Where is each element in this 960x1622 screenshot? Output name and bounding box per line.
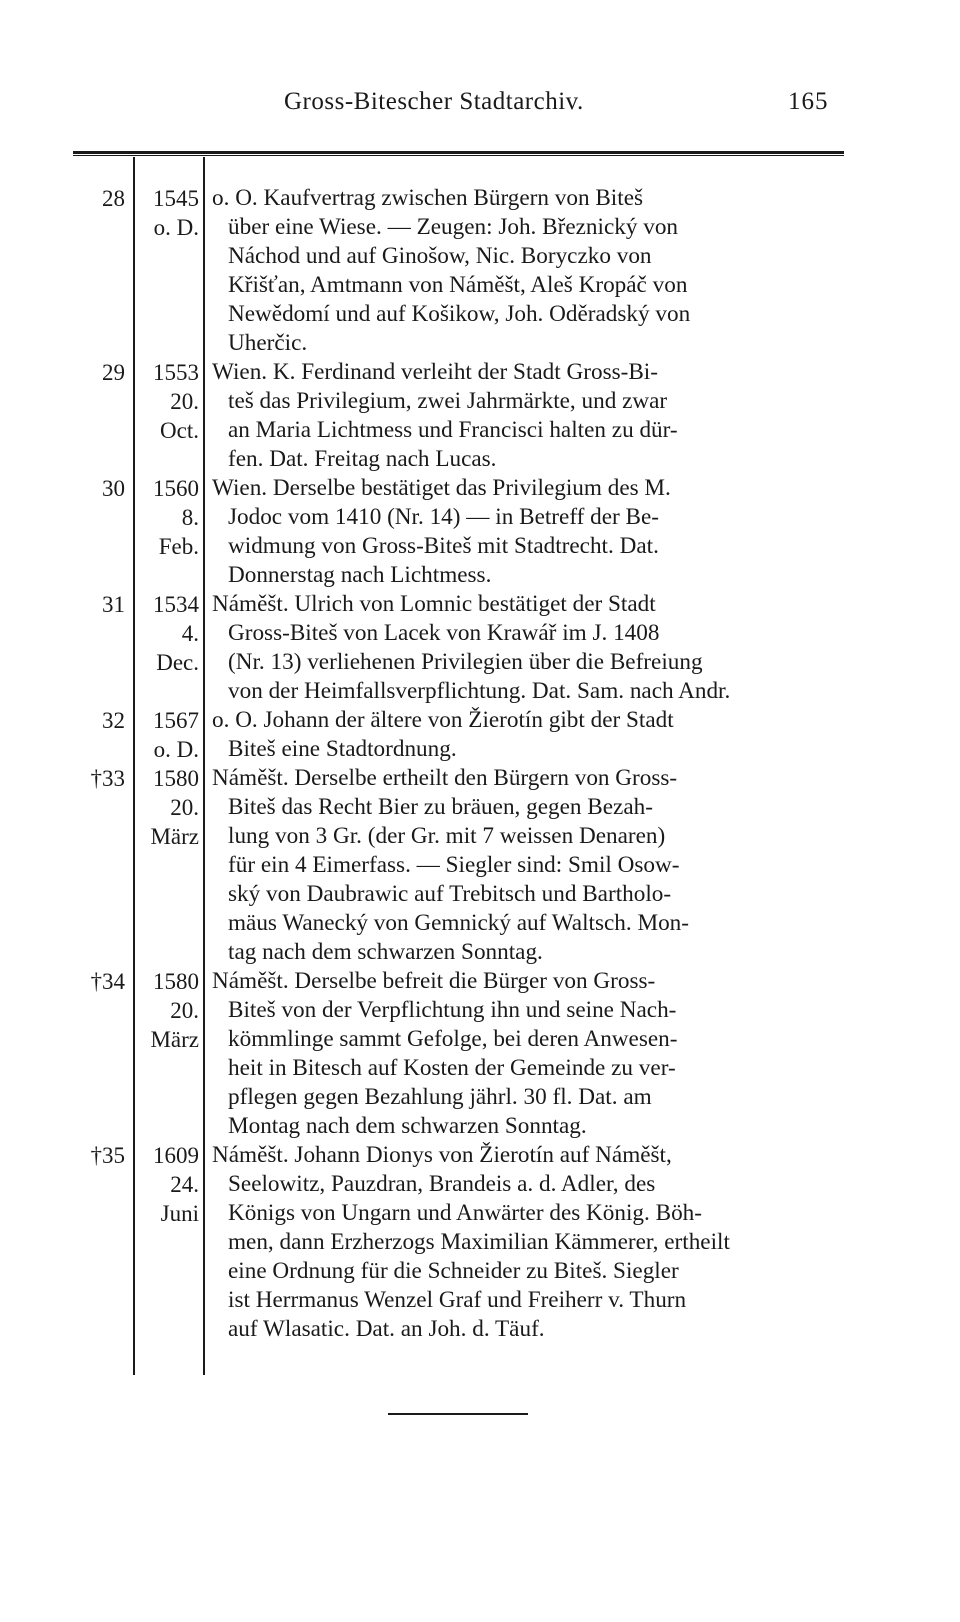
entry-text [212, 1141, 844, 1344]
entry-text-line: widmung von Gross-Biteš mit Stadtrecht. Dat. [228, 533, 659, 559]
header-rule [73, 151, 844, 154]
register-entry [73, 967, 844, 1141]
entry-date-line: 1560 [153, 476, 199, 501]
entry-date-line: 20. [170, 795, 199, 820]
entry-text-line: mäus Wanecký von Gemnický auf Waltsch. Mon- [228, 910, 689, 936]
entry-text-line: Biteš von der Verpflichtung ihn und seine Nach- [228, 997, 677, 1023]
entry-text [212, 184, 844, 358]
entry-text-line: Donnerstag nach Lichtmess. [228, 562, 492, 588]
register-entry [73, 1141, 844, 1344]
end-rule [388, 1413, 528, 1415]
entry-date-line: 1580 [153, 766, 199, 791]
entry-text-line: Náměšt. Derselbe ertheilt den Bürgern von Gross- [212, 765, 678, 791]
entry-text-line: tag nach dem schwarzen Sonntag. [228, 939, 543, 965]
register-table [73, 184, 844, 1344]
entry-text [212, 764, 844, 967]
entry-text-line: Biteš eine Stadtordnung. [228, 736, 457, 762]
entry-text-line: auf Wlasatic. Dat. an Joh. d. Täuf. [228, 1316, 545, 1342]
entry-text-line: Wien. K. Ferdinand verleiht der Stadt Gross-Bi- [212, 359, 658, 385]
entry-date-line: Feb. [158, 534, 199, 559]
entry-text-line: Náměšt. Johann Dionys von Žierotín auf Náměšt, [212, 1142, 672, 1168]
entry-date-line: 24. [170, 1172, 199, 1197]
entry-date-line: 1534 [153, 592, 199, 617]
entry-date-line: 8. [181, 505, 199, 530]
entry-date-line: 20. [170, 998, 199, 1023]
entry-text-line: fen. Dat. Freitag nach Lucas. [228, 446, 497, 472]
entry-text-line: heit in Bitesch auf Kosten der Gemeinde zu ver- [228, 1055, 676, 1081]
entry-text-line: men, dann Erzherzogs Maximilian Kämmerer, ertheilt [228, 1229, 730, 1255]
entry-date-line: Dec. [156, 650, 199, 675]
entry-text-line: ský von Daubrawic auf Trebitsch und Bartholo- [228, 881, 672, 907]
entry-date-line: 1553 [153, 360, 199, 385]
entry-date-line: 1545 [153, 186, 199, 211]
entry-text-line: pflegen gegen Bezahlung jährl. 30 fl. Dat. am [228, 1084, 652, 1110]
entry-text-line: Jodoc vom 1410 (Nr. 14) — in Betreff der Be- [228, 504, 660, 530]
page-header [0, 88, 960, 124]
entry-number: 30 [102, 476, 125, 501]
register-entry [73, 184, 844, 358]
entry-text-line: eine Ordnung für die Schneider zu Biteš. Siegler [228, 1258, 679, 1284]
entry-text-line: ist Herrmanus Wenzel Graf und Freiherr v. Thurn [228, 1287, 687, 1313]
entry-number: 29 [102, 360, 125, 385]
entry-date [135, 358, 199, 445]
entry-date-line: 1580 [153, 969, 199, 994]
entry-date [135, 706, 199, 764]
entry-text-line: teš das Privilegium, zwei Jahrmärkte, und zwar [228, 388, 668, 414]
register-entry [73, 474, 844, 590]
entry-date-line: 1609 [153, 1143, 199, 1168]
entry-text-line: von der Heimfallsverpflichtung. Dat. Sam. nach Andr. [228, 678, 731, 704]
entry-text-line: Montag nach dem schwarzen Sonntag. [228, 1113, 587, 1139]
entry-text-line: (Nr. 13) verliehenen Privilegien über die Befreiung [228, 649, 703, 675]
entry-date [135, 474, 199, 561]
entry-text-line: o. O. Johann der ältere von Žierotín gibt der Stadt [212, 707, 674, 733]
entry-text [212, 590, 844, 706]
entry-text-line: Náchod und auf Ginošow, Nic. Boryczko von [228, 243, 652, 269]
register-entry [73, 764, 844, 967]
entry-date-line: 20. [170, 389, 199, 414]
register-entry [73, 358, 844, 474]
entry-text-line: Uherčic. [228, 330, 308, 356]
entry-text-line: kömmlinge sammt Gefolge, bei deren Anwesen- [228, 1026, 678, 1052]
entry-date-line: März [150, 1027, 199, 1052]
entry-number: †35 [90, 1143, 125, 1168]
entry-text-line: o. O. Kaufvertrag zwischen Bürgern von Biteš [212, 185, 644, 211]
entry-date-line: o. D. [153, 737, 199, 762]
entry-text-line: Biteš das Recht Bier zu bräuen, gegen Bezah- [228, 794, 653, 820]
entry-date [135, 967, 199, 1054]
page-number: 165 [788, 88, 829, 115]
entry-date [135, 184, 199, 242]
entry-date-line: 4. [181, 621, 199, 646]
entry-number: †33 [90, 766, 125, 791]
entry-number: 31 [102, 592, 125, 617]
entry-text [212, 358, 844, 474]
entry-date-line: 1567 [153, 708, 199, 733]
register-entry [73, 590, 844, 706]
entry-text [212, 706, 844, 764]
entry-text-line: Wien. Derselbe bestätiget das Privilegium des M. [212, 475, 671, 501]
entry-text-line: an Maria Lichtmess und Francisci halten zu dür- [228, 417, 678, 443]
register-entry [73, 706, 844, 764]
entry-text-line: Křišťan, Amtmann von Náměšt, Aleš Kropáč von [228, 272, 688, 298]
entry-number: †34 [90, 969, 125, 994]
entry-date [135, 1141, 199, 1228]
entry-text-line: über eine Wiese. — Zeugen: Joh. Březnický von [228, 214, 679, 240]
entry-text [212, 474, 844, 590]
entry-date-line: März [150, 824, 199, 849]
entry-date-line: Oct. [160, 418, 199, 443]
entry-text-line: Newědomí und auf Košikow, Joh. Oděradský von [228, 301, 691, 327]
entry-number: 28 [102, 186, 125, 211]
entry-text-line: Königs von Ungarn und Anwärter des König. Böh- [228, 1200, 702, 1226]
running-title: Gross-Bitescher Stadtarchiv. [284, 88, 584, 115]
entry-number: 32 [102, 708, 125, 733]
entry-date-line: Juni [160, 1201, 199, 1226]
entry-date-line: o. D. [153, 215, 199, 240]
entry-text-line: Náměšt. Ulrich von Lomnic bestätiget der Stadt [212, 591, 656, 617]
entry-date [135, 764, 199, 851]
entry-text-line: Gross-Biteš von Lacek von Krawář im J. 1408 [228, 620, 660, 646]
header-rule-thin [73, 155, 844, 156]
entry-text [212, 967, 844, 1141]
entry-text-line: lung von 3 Gr. (der Gr. mit 7 weissen Denaren) [228, 823, 666, 849]
entry-text-line: für ein 4 Eimerfass. — Siegler sind: Smil Osow- [228, 852, 680, 878]
entry-text-line: Náměšt. Derselbe befreit die Bürger von Gross- [212, 968, 656, 994]
entry-text-line: Seelowitz, Pauzdran, Brandeis a. d. Adler, des [228, 1171, 656, 1197]
entry-date [135, 590, 199, 677]
